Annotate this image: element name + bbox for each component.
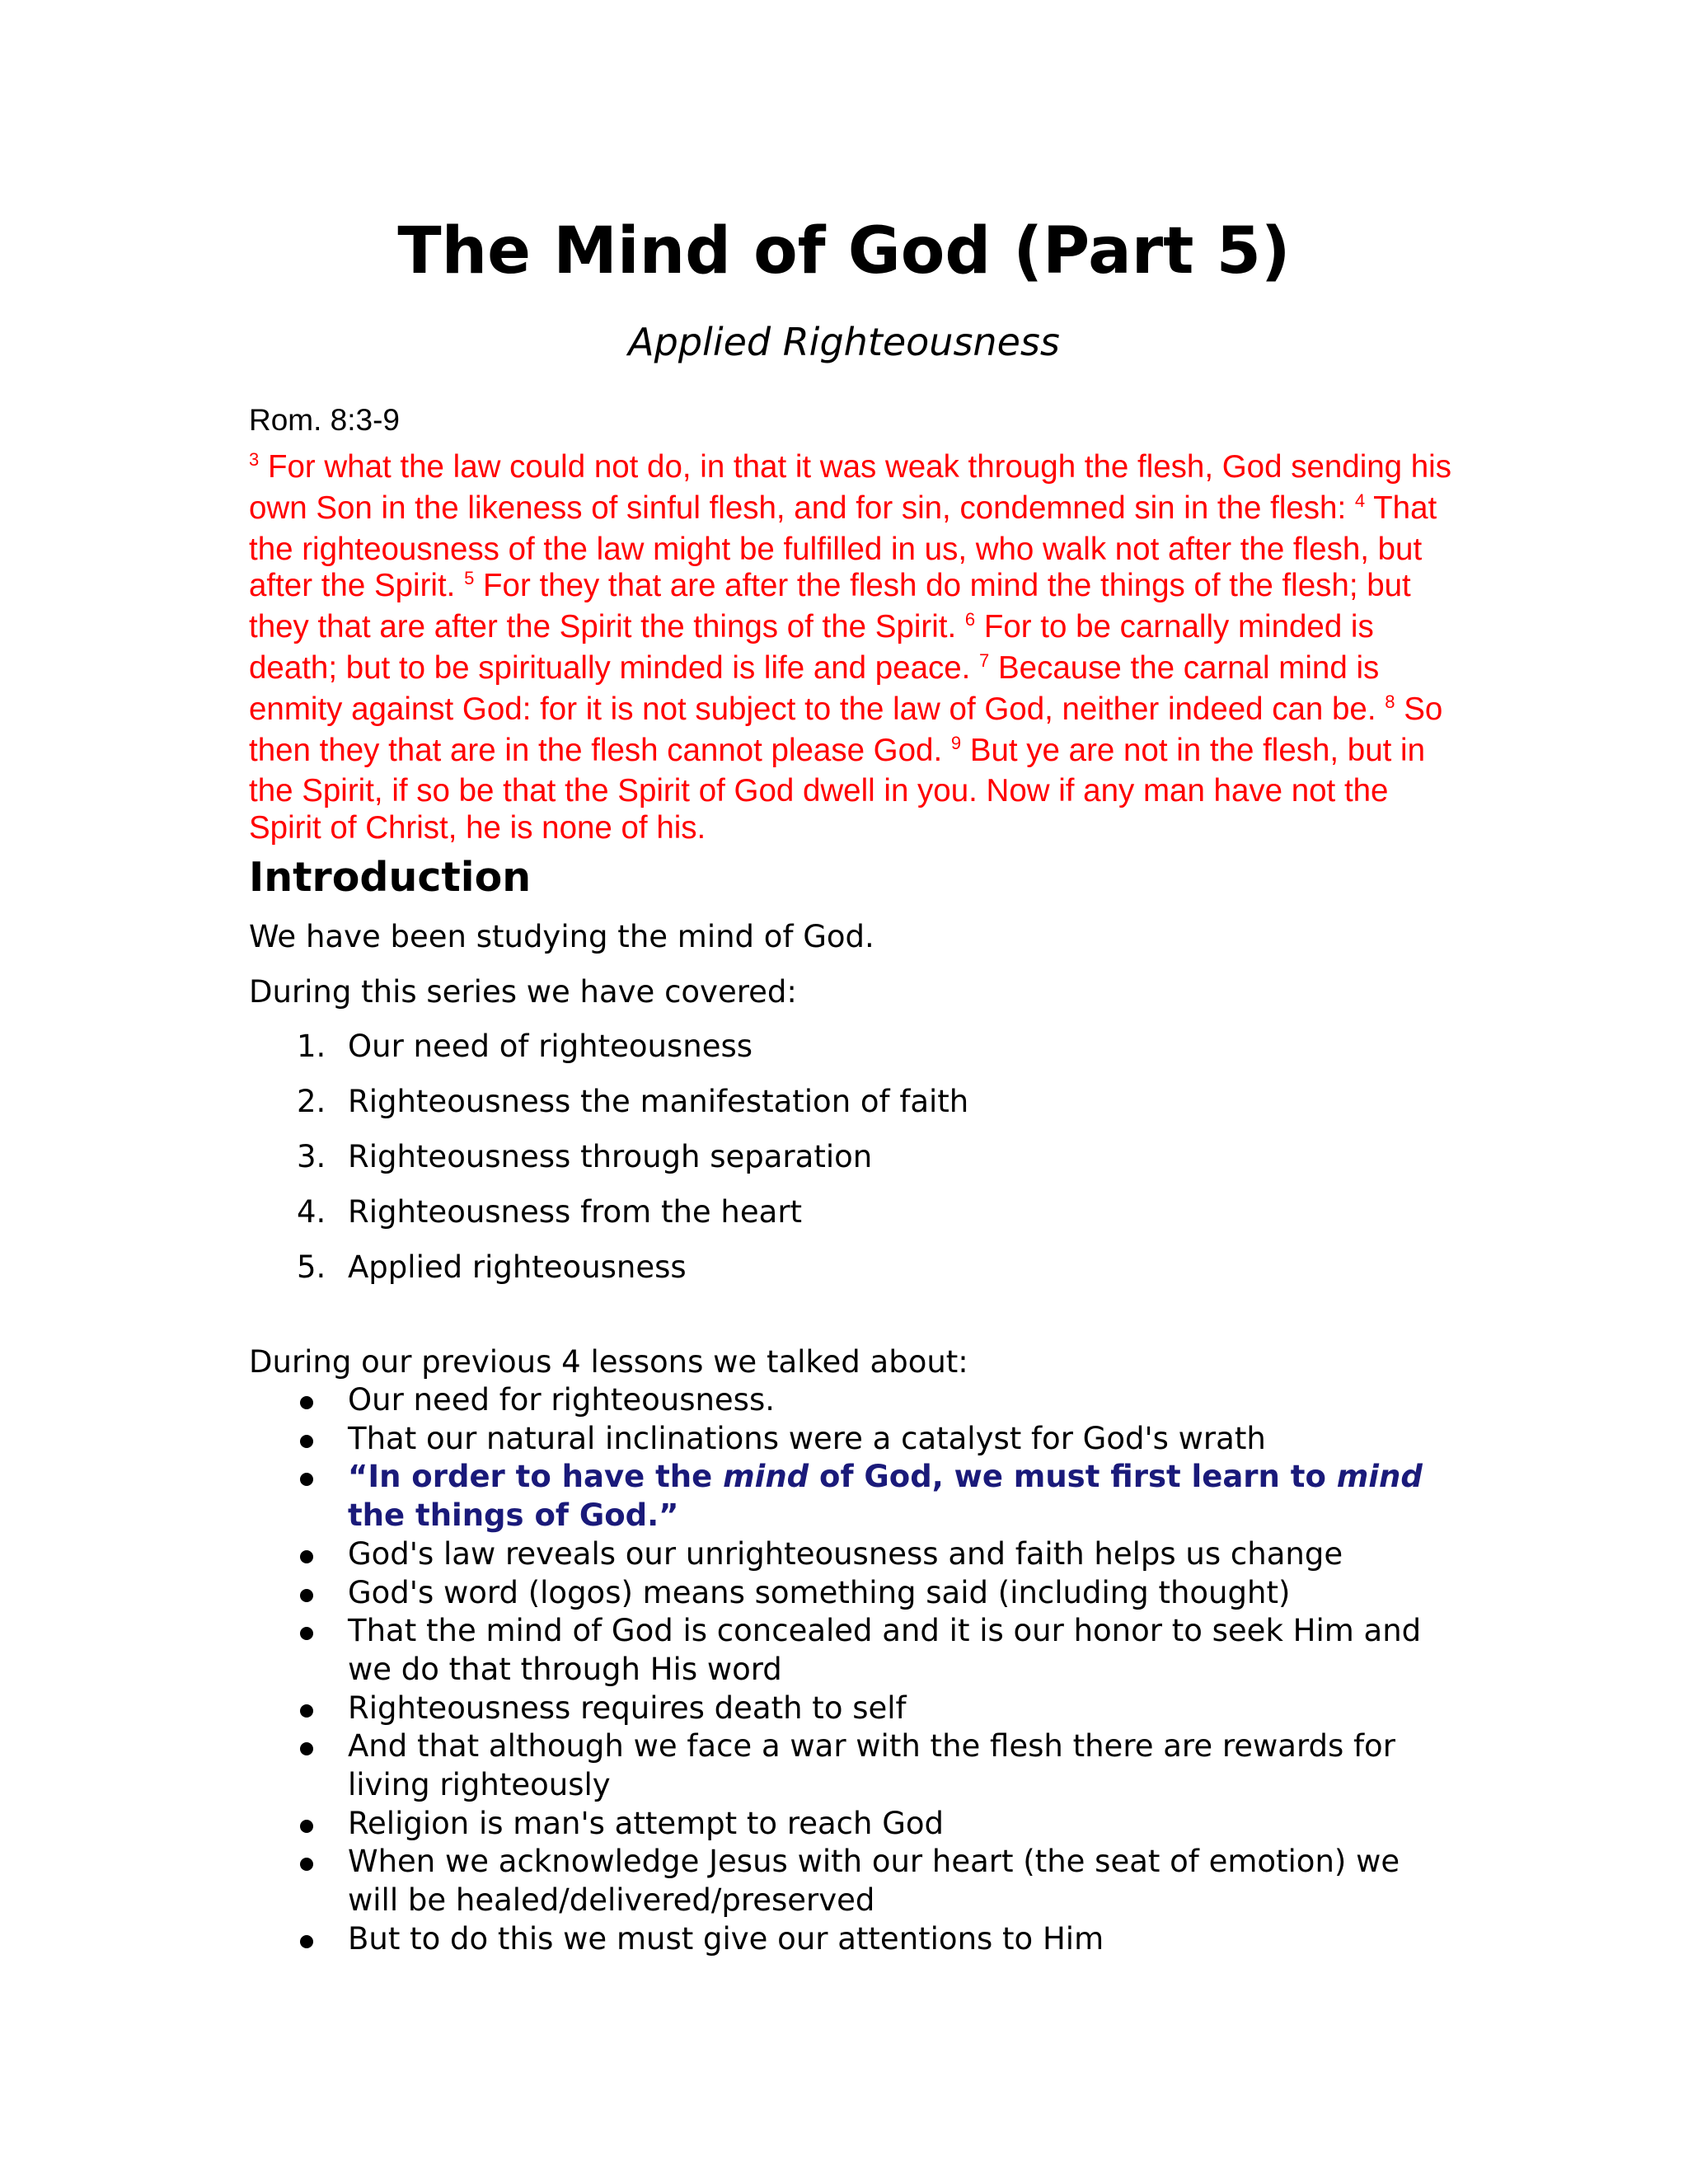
list-item-text: Applied righteousness: [348, 1249, 687, 1285]
bullet-icon: [300, 1742, 313, 1755]
bullet-icon: [300, 1820, 313, 1833]
quote-part: “In order to have the: [348, 1459, 724, 1495]
series-list: [249, 1026, 968, 1302]
verse-number: 3: [249, 449, 260, 470]
list-item: [249, 1026, 968, 1081]
list-item: [249, 1192, 968, 1247]
page-subtitle: Applied Righteousness: [628, 320, 1060, 364]
bullet-icon: [300, 1935, 313, 1948]
bullet-icon: [300, 1858, 313, 1871]
verse-text: For what the law could not do, in that it was weak through the flesh, God sending his own Son in the likeness of sinful flesh, and for sin, condemned sin in the flesh:: [249, 449, 1451, 526]
scripture-passage: [249, 449, 1452, 847]
bullet-icon: [300, 1627, 313, 1640]
list-item-text: Our need of righteousness: [348, 1029, 753, 1064]
verse-number: 9: [950, 732, 962, 753]
verse-text: Because the carnal mind is enmity against God: for it is not subject to the law of God, neither indeed can be.: [249, 649, 1386, 727]
page-title: The Mind of God (Part 5): [397, 214, 1291, 288]
bullet-item: [249, 1381, 1452, 1420]
bullet-item: [249, 1920, 1452, 1959]
bullet-icon: [300, 1550, 313, 1563]
quote-part: of God, we must first learn to: [809, 1459, 1337, 1495]
quote-emphasis: mind: [723, 1459, 809, 1495]
series-paragraph: During this series we have covered:: [249, 974, 797, 1010]
bullet-item: [249, 1612, 1452, 1689]
previous-lessons-paragraph: During our previous 4 lessons we talked about:: [249, 1344, 968, 1380]
verse-text: For to be carnally minded is death; but to be spiritually minded is life and peace.: [249, 609, 1374, 686]
list-item: [249, 1247, 968, 1302]
bullet-icon: [300, 1396, 313, 1409]
verse-number: 7: [979, 649, 990, 671]
verse-number: 6: [964, 609, 976, 630]
list-number: 2.: [297, 1084, 326, 1119]
intro-paragraph: We have been studying the mind of God.: [249, 919, 874, 954]
verse-text: But ye are not in the flesh, but in the Spirit, if so be that the Spirit of God dwell in you. Now if any man have not the Spirit of Christ, he is none of his.: [249, 732, 1425, 846]
verse-number: 5: [464, 568, 475, 589]
list-number: 5.: [297, 1249, 326, 1285]
bullet-text: That our natural inclinations were a catalyst for God's wrath: [348, 1420, 1266, 1456]
bullet-item: [249, 1843, 1452, 1919]
list-number: 1.: [297, 1029, 326, 1064]
bullet-text: Religion is man's attempt to reach God: [348, 1805, 945, 1841]
list-item-text: Righteousness from the heart: [348, 1194, 803, 1230]
bullet-text: God's law reveals our unrighteousness and faith helps us change: [348, 1535, 1343, 1572]
list-item-text: Righteousness the manifestation of faith: [348, 1084, 969, 1119]
bullet-text: When we acknowledge Jesus with our heart (the seat of emotion) we will be healed/delivered/preserved: [348, 1844, 1400, 1919]
bullet-icon: [300, 1473, 313, 1486]
bullet-text: That the mind of God is concealed and it is our honor to seek Him and we do that through His word: [348, 1613, 1422, 1687]
bullet-text: Our need for righteousness.: [348, 1382, 775, 1418]
bullet-item: [249, 1805, 1452, 1844]
bullet-item: [249, 1574, 1452, 1613]
list-item: [249, 1081, 968, 1137]
verse-number: 8: [1385, 691, 1395, 712]
bullet-icon: [300, 1435, 313, 1448]
bullet-icon: [300, 1589, 313, 1602]
bullet-text: But to do this we must give our attentions to Him: [348, 1920, 1104, 1957]
scripture-reference: Rom. 8:3-9: [249, 403, 401, 437]
quote-text: [348, 1459, 1423, 1533]
verse-text: So then they that are in the flesh cannot please God.: [249, 691, 1443, 768]
bullet-item: [249, 1535, 1452, 1574]
bullet-item: [249, 1690, 1452, 1728]
verse-text: That the righteousness of the law might be fulfilled in us, who walk not after the flesh, but after the Spirit.: [249, 490, 1437, 604]
bullet-item: [249, 1420, 1452, 1459]
verse-number: 4: [1354, 490, 1366, 511]
list-number: 3.: [297, 1139, 326, 1174]
quote-part: the things of God.”: [348, 1497, 679, 1534]
quote-emphasis: mind: [1336, 1459, 1423, 1495]
bullet-item: [249, 1727, 1452, 1804]
summary-bullet-list: [249, 1381, 1452, 1959]
bullet-text: God's word (logos) means something said (including thought): [348, 1574, 1291, 1610]
bullet-text: Righteousness requires death to self: [348, 1690, 907, 1726]
list-item: [249, 1137, 968, 1192]
list-number: 4.: [297, 1194, 326, 1230]
bullet-icon: [300, 1704, 313, 1718]
section-heading: Introduction: [249, 854, 532, 901]
verse-text: For they that are after the flesh do mind the things of the flesh; but they that are after the Spirit the things of the Spirit.: [249, 568, 1411, 645]
list-item-text: Righteousness through separation: [348, 1139, 873, 1174]
bullet-text: And that although we face a war with the flesh there are rewards for living righteously: [348, 1728, 1395, 1803]
bullet-item-quote: [249, 1458, 1452, 1535]
